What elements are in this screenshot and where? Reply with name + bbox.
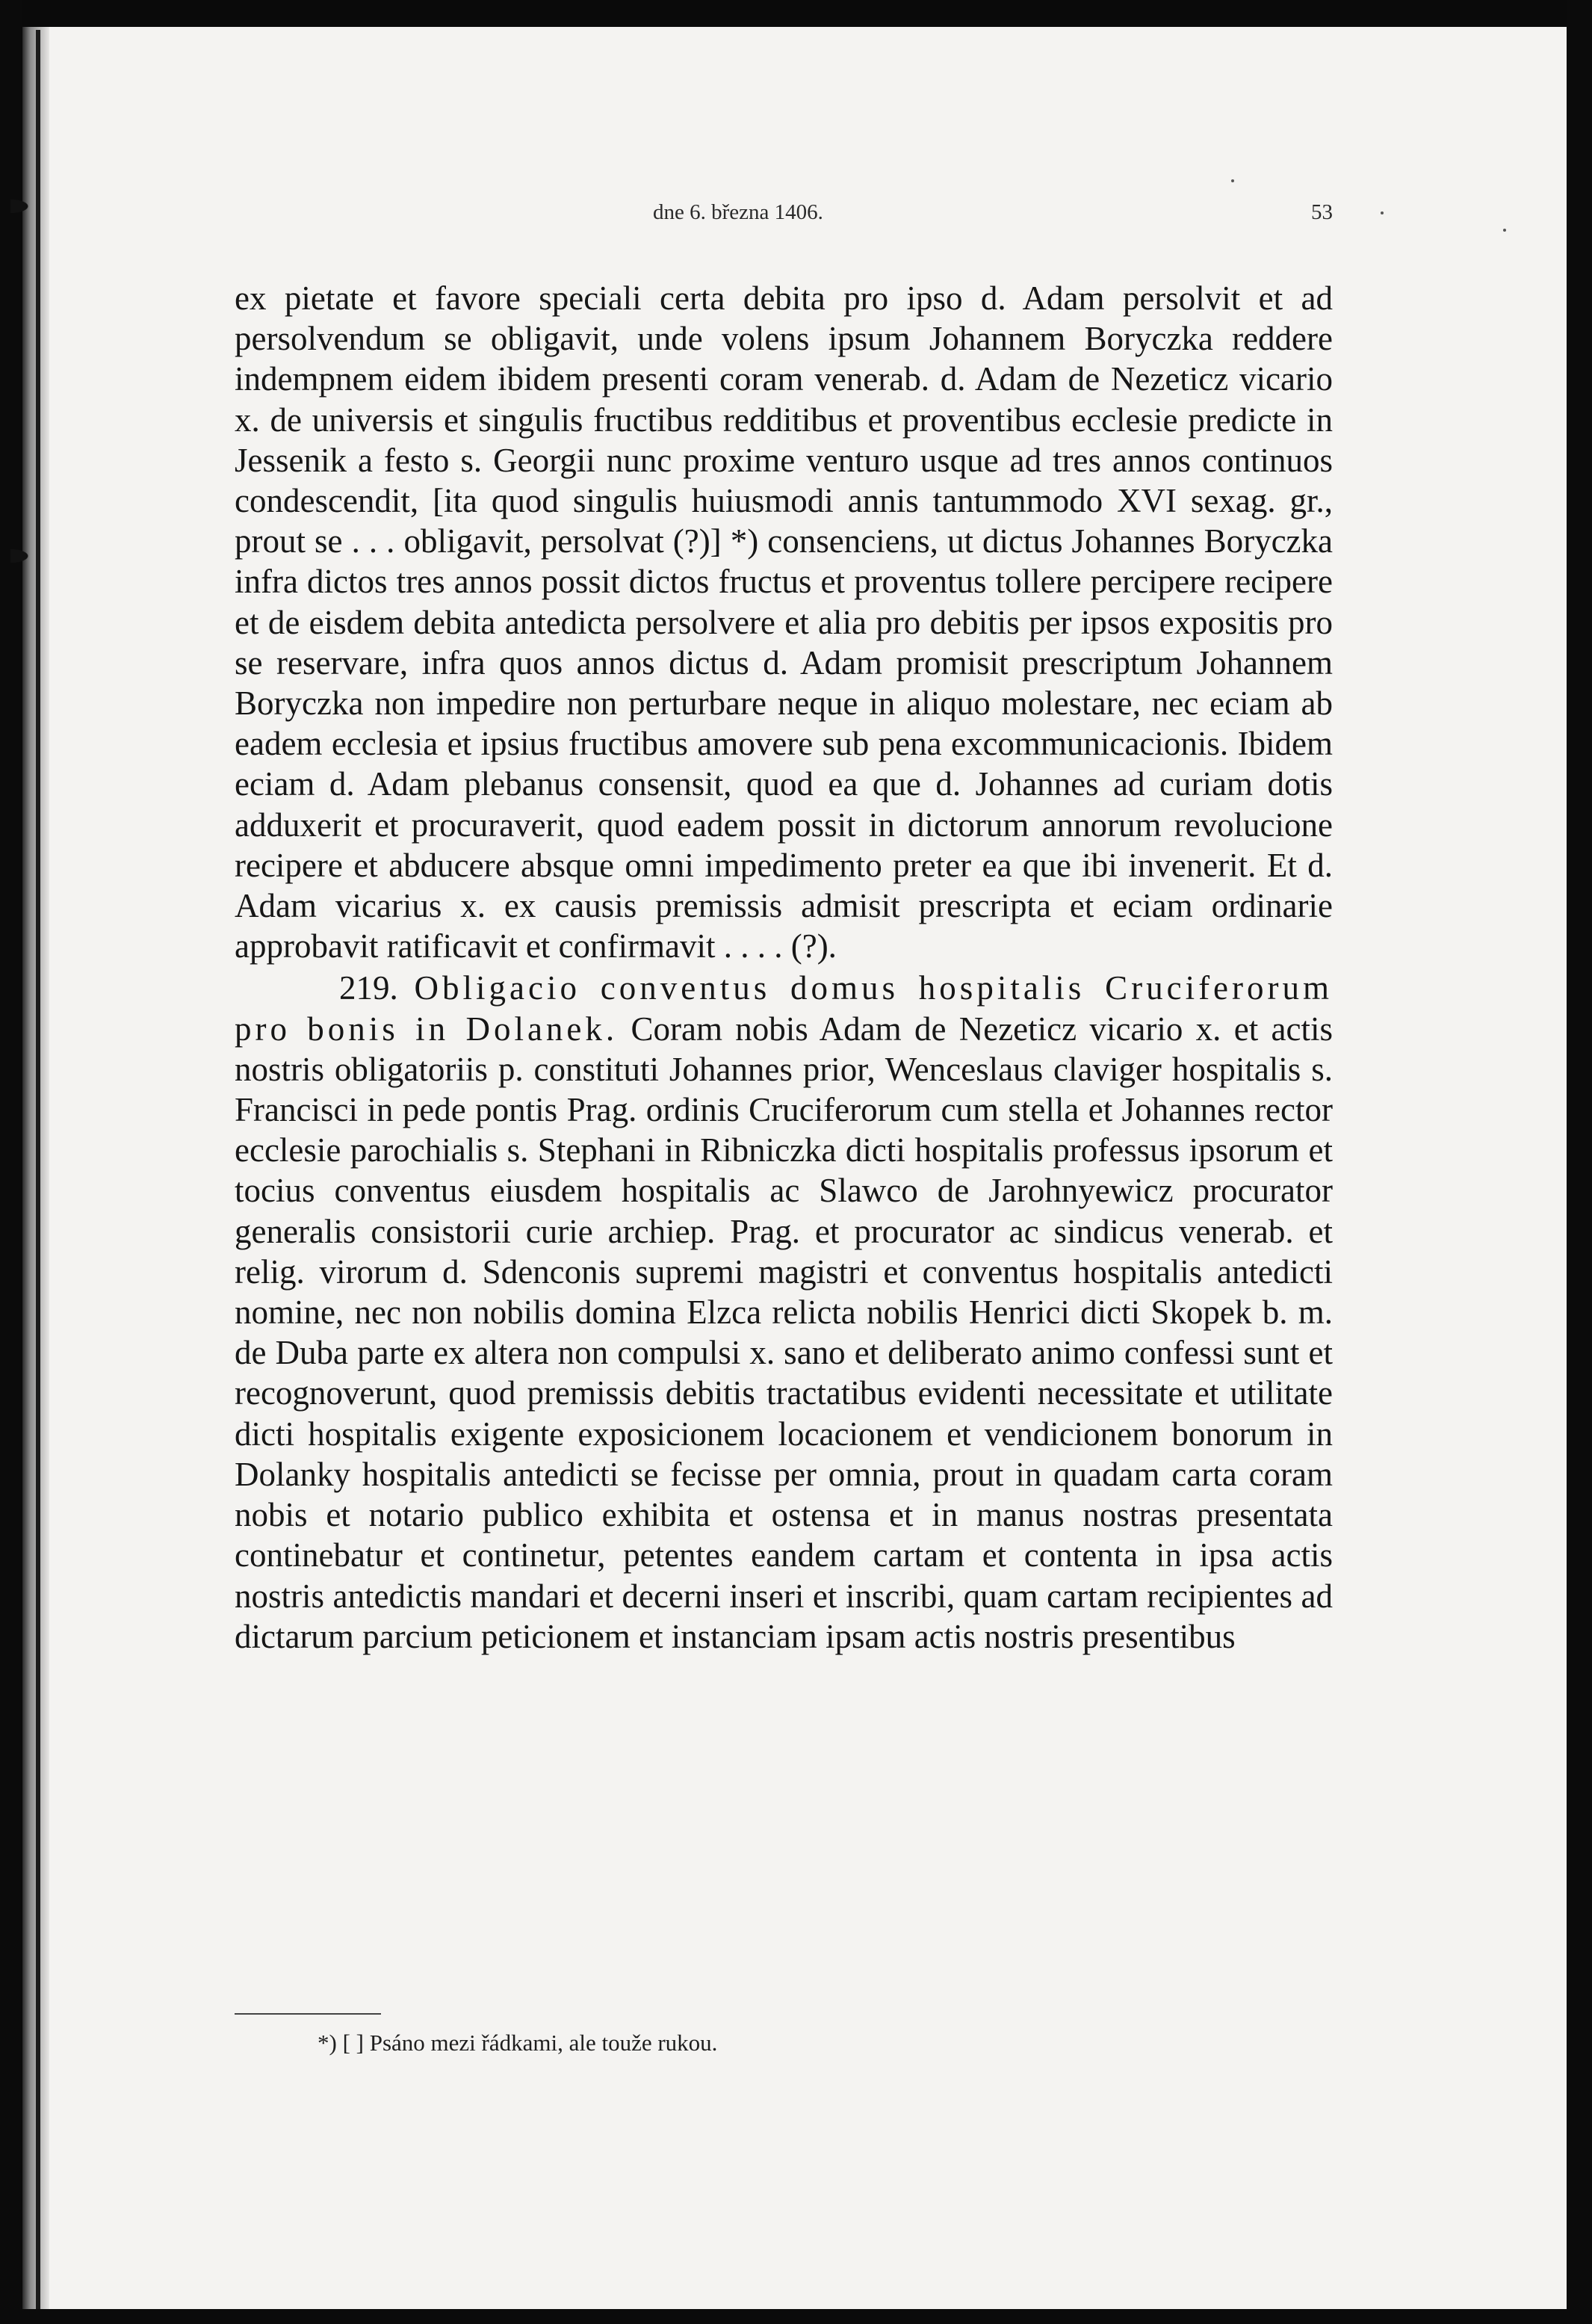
binding-tab-mark xyxy=(10,196,37,217)
running-head-title: dne 6. března 1406. xyxy=(653,200,823,224)
entry-219 xyxy=(235,968,1333,1656)
entry-number: 219. xyxy=(339,969,398,1007)
entry-heading: Obligacio conventus domus hospitalis Cruciferorum pro bonis in Dolanek. xyxy=(235,969,1333,1048)
footnote: *) [ ] Psáno mezi řádkami, ale touže rukou. xyxy=(318,2030,718,2056)
scan-speck xyxy=(1231,179,1234,182)
scan-speck xyxy=(1381,211,1384,214)
scan-border-right xyxy=(1567,0,1592,2324)
binding-tab-mark xyxy=(10,546,37,566)
binding-edge xyxy=(36,30,40,2309)
scan-border-bottom xyxy=(0,2309,1592,2324)
main-text xyxy=(235,278,1333,1657)
scan-border-left xyxy=(0,0,22,2324)
paragraph-continuation: ex pietate et favore speciali certa debita pro ipso d. Adam persolvit et ad persolvendum se obligavit, unde volens ipsum Johannem Boryczka reddere indempnem eidem ibidem presenti coram venerab. d. Adam de Nezeticz vicario x. de universis et singulis fructibus redditibus et proventibus ecclesie predicte in Jessenik a festo s. Georgii nunc proxime venturo usque ad tres annos continuos condescendit, [ita quod singulis huiusmodi annis tantummodo XVI sexag. gr., prout se . . . obligavit, persolvat (?)] *) consenciens, ut dictus Johannes Boryczka infra dictos tres annos possit dictos fructus et proventus tollere percipere recipere et de eisdem debita antedicta persolvere et alia pro debitis per ipsos expositis pro se reservare, infra quos annos dictus d. Adam promisit prescriptum Johannem Boryczka non impedire non perturbare neque in aliquo molestare, nec eciam ab eadem ecclesia et ipsius fructibus amovere sub pena excommunicacionis. Ibidem eciam d. Adam plebanus consensit, quod ea que d. Johannes ad curiam dotis adduxerit et procuraverit, quod eadem possit in dictorum annorum revolucione recipere et abducere absque omni impedimento preter ea que ibi invenerit. Et d. Adam vicarius x. ex causis premissis admisit prescripta et eciam ordinarie approbavit ratificavit et confirmavit . . . . (?). xyxy=(235,279,1333,965)
page-number: 53 xyxy=(1311,200,1333,224)
scan-border-top xyxy=(0,0,1592,27)
running-head xyxy=(235,200,1333,230)
footnote-rule xyxy=(235,2013,381,2015)
scan-speck xyxy=(1503,229,1506,232)
entry-body: Coram nobis Adam de Nezeticz vicario x. et actis nostris obligatoriis p. constituti Johannes prior, Wenceslaus claviger hospitalis s. Francisci in pede pontis Prag. ordinis Cruciferorum cum stella et Johannes rector ecclesie parochialis s. Stephani in Ribniczka dicti hospitalis professus ipsorum et tocius conventus eiusdem hospitalis ac Slawco de Jarohnyewicz procurator generalis consistorii curie archiep. Prag. et procurator ac sindicus venerab. et relig. virorum d. Sdenconis supremi magistri et conventus hospitalis antedicti nomine, nec non nobilis domina Elzca relicta nobilis Henrici dicti Skopek b. m. de Duba parte ex altera non compulsi x. sano et deliberato animo confessi sunt et recognoverunt, quod premissis debitis tractatibus evidenti necessitate et utilitate dicti hospitalis exigente exposicionem locacionem et vendicionem bonorum in Dolanky hospitalis antedicti se fecisse per omnia, prout in quadam carta coram nobis et notario publico exhibita et ostensa et in manus nostras presentata continebatur et continetur, petentes eandem cartam et contenta in ipsa actis nostris antedictis mandari et decerni inseri et inscribi, quam cartam recipientes ad dictarum parcium peticionem et instanciam ipsam actis nostris presentibus xyxy=(235,1010,1334,1655)
